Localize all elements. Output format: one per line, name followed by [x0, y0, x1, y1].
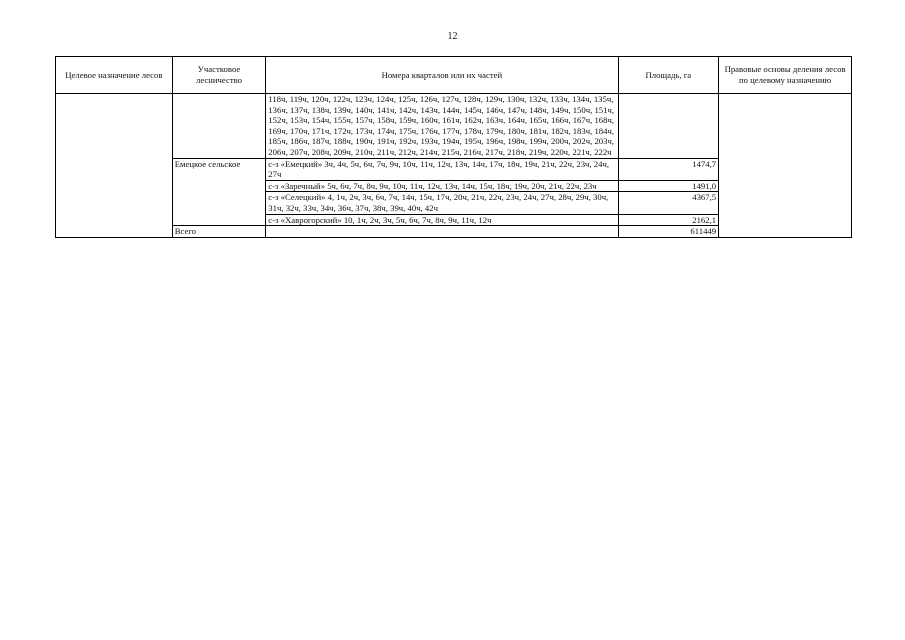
header-district: Участковое лесничество: [172, 57, 266, 94]
area-cell: 1474,7: [618, 158, 719, 180]
quarters-cell: 118ч, 119ч, 120ч, 122ч, 123ч, 124ч, 125ч, 126ч, 127ч, 128ч, 129ч, 130ч, 132ч, 133ч, 134ч, 135ч, 136ч, 137ч, 138ч, 139ч, 140ч, 141ч, 142ч, 143ч, 144ч, 145ч, 146ч, 147ч, 148ч, 149ч, 150ч, 151ч, 152ч, 153ч, 154ч, 155ч, 157ч, 158ч, 159ч, 160ч, 161ч, 162ч, 163ч, 164ч, 165ч, 166ч, 167ч, 168ч, 169ч, 170ч, 171ч, 172ч, 173ч, 174ч, 175ч, 176ч, 177ч, 178ч, 179ч, 180ч, 181ч, 182ч, 183ч, 184ч, 185ч, 186ч, 187ч, 188ч, 190ч, 191ч, 192ч, 193ч, 194ч, 195ч, 196ч, 198ч, 199ч, 200ч, 202ч, 203ч, 206ч, 207ч, 208ч, 209ч, 210ч, 211ч, 212ч, 214ч, 215ч, 216ч, 217ч, 218ч, 219ч, 220ч, 221ч, 222ч: [266, 94, 618, 159]
quarters-cell: с-з «Селецкий» 4, 1ч, 2ч, 3ч, 6ч, 7ч, 14ч, 15ч, 17ч, 20ч, 21ч, 22ч, 23ч, 24ч, 27ч, 28ч, 29ч, 30ч, 31ч, 32ч, 33ч, 34ч, 36ч, 37ч, 38ч, 39ч, 40ч, 42ч: [266, 192, 618, 214]
header-quarters: Номера кварталов или их частей: [266, 57, 618, 94]
total-area: 611449: [618, 226, 719, 238]
forest-division-table: [55, 56, 852, 238]
legal-basis-cell: [719, 94, 852, 238]
area-cell: 2162,1: [618, 214, 719, 226]
quarters-cell: с-з «Заречный» 5ч, 6ч, 7ч, 8ч, 9ч, 10ч, 11ч, 12ч, 13ч, 14ч, 15ч, 18ч, 19ч, 20ч, 21ч, 22ч, 23ч: [266, 180, 618, 192]
header-purpose: Целевое назначение лесов: [56, 57, 173, 94]
quarters-cell: с-з «Емецкий» 3ч, 4ч, 5ч, 6ч, 7ч, 9ч, 10ч, 11ч, 12ч, 13ч, 14ч, 17ч, 18ч, 19ч, 21ч, 22ч, 23ч, 24ч, 27ч: [266, 158, 618, 180]
header-legal-basis: Правовые основы деления лесов по целевому назначению: [719, 57, 852, 94]
area-cell: 4367,5: [618, 192, 719, 214]
table-row: [56, 94, 852, 159]
table-header-row: [56, 57, 852, 94]
area-cell: 1491,0: [618, 180, 719, 192]
area-cell: [618, 94, 719, 159]
header-area: Площадь, га: [618, 57, 719, 94]
page-number: 12: [447, 31, 458, 42]
total-quarters-cell: [266, 226, 618, 238]
district-cell: [172, 94, 266, 159]
purpose-cell: [56, 94, 173, 238]
district-cell: Емецкое сельское: [172, 158, 266, 226]
total-label: Всего: [172, 226, 266, 238]
quarters-cell: с-з «Хаврогорский» 10, 1ч, 2ч, 3ч, 5ч, 6ч, 7ч, 8ч, 9ч, 11ч, 12ч: [266, 214, 618, 226]
